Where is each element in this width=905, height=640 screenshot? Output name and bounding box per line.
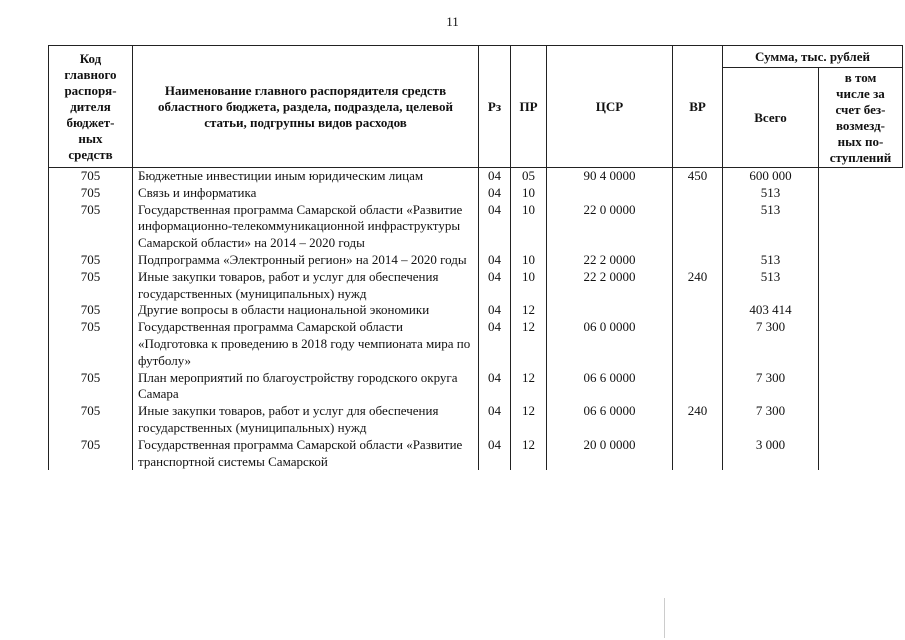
cell-rz: 04	[479, 437, 511, 471]
cell-csr: 22 2 0000	[547, 252, 673, 269]
cell-vr	[673, 319, 723, 369]
header-name: Наименование главного распорядителя средств областного бюджета, раздела, подраздела, целевой статьи, подгрупны видов расходов	[133, 46, 479, 168]
cell-total: 7 300	[723, 319, 819, 369]
cell-rz: 04	[479, 403, 511, 437]
budget-table	[48, 45, 903, 470]
cell-csr	[547, 302, 673, 319]
cell-extra	[819, 252, 903, 269]
header-pr: ПР	[511, 46, 547, 168]
cell-total: 3 000	[723, 437, 819, 471]
table-row	[49, 370, 903, 404]
cell-name: Другие вопросы в области национальной экономики	[133, 302, 479, 319]
cell-total: 403 414	[723, 302, 819, 319]
cell-csr: 22 0 0000	[547, 202, 673, 252]
cell-extra	[819, 168, 903, 185]
cell-code: 705	[49, 269, 133, 303]
cell-extra	[819, 319, 903, 369]
cell-csr: 22 2 0000	[547, 269, 673, 303]
table-row	[49, 437, 903, 471]
cell-vr: 450	[673, 168, 723, 185]
cell-vr	[673, 202, 723, 252]
cell-total: 7 300	[723, 370, 819, 404]
cell-rz: 04	[479, 185, 511, 202]
cell-rz: 04	[479, 370, 511, 404]
cell-rz: 04	[479, 319, 511, 369]
cell-pr: 05	[511, 168, 547, 185]
cell-rz: 04	[479, 202, 511, 252]
header-code: Код главного распоря-дителя бюджет-ных средств	[49, 46, 133, 168]
cell-code: 705	[49, 437, 133, 471]
cell-vr: 240	[673, 269, 723, 303]
cell-name: Подпрограмма «Электронный регион» на 2014 – 2020 годы	[133, 252, 479, 269]
cell-pr: 10	[511, 252, 547, 269]
cell-code: 705	[49, 185, 133, 202]
cell-pr: 12	[511, 302, 547, 319]
cell-rz: 04	[479, 302, 511, 319]
cell-name: Государственная программа Самарской области «Развитие информационно-телекоммуникационной инфраструктуры Самарской области» на 2014 – 2020 годы	[133, 202, 479, 252]
cell-vr	[673, 185, 723, 202]
cell-name: Бюджетные инвестиции иным юридическим лицам	[133, 168, 479, 185]
table-row	[49, 319, 903, 369]
cell-pr: 12	[511, 403, 547, 437]
table-row	[49, 202, 903, 252]
cell-pr: 10	[511, 185, 547, 202]
cell-total: 7 300	[723, 403, 819, 437]
cell-extra	[819, 302, 903, 319]
cell-pr: 12	[511, 319, 547, 369]
cell-extra	[819, 185, 903, 202]
table-row	[49, 403, 903, 437]
cell-name: Государственная программа Самарской области «Подготовка к проведению в 2018 году чемпионата мира по футболу»	[133, 319, 479, 369]
cell-code: 705	[49, 370, 133, 404]
cell-csr: 06 6 0000	[547, 403, 673, 437]
cell-csr: 20 0 0000	[547, 437, 673, 471]
cell-csr: 90 4 0000	[547, 168, 673, 185]
scan-artifact	[664, 598, 665, 638]
cell-pr: 12	[511, 370, 547, 404]
cell-extra	[819, 202, 903, 252]
cell-code: 705	[49, 319, 133, 369]
cell-vr	[673, 252, 723, 269]
cell-vr: 240	[673, 403, 723, 437]
cell-csr: 06 6 0000	[547, 370, 673, 404]
table-row	[49, 185, 903, 202]
cell-name: Государственная программа Самарской области «Развитие транспортной системы Самарской	[133, 437, 479, 471]
cell-extra	[819, 437, 903, 471]
cell-extra	[819, 269, 903, 303]
table-row	[49, 168, 903, 185]
header-csr: ЦСР	[547, 46, 673, 168]
cell-total: 600 000	[723, 168, 819, 185]
cell-code: 705	[49, 252, 133, 269]
cell-total: 513	[723, 185, 819, 202]
cell-code: 705	[49, 202, 133, 252]
cell-vr	[673, 437, 723, 471]
cell-name: План мероприятий по благоустройству городского округа Самара	[133, 370, 479, 404]
cell-rz: 04	[479, 252, 511, 269]
cell-total: 513	[723, 269, 819, 303]
cell-vr	[673, 302, 723, 319]
cell-pr: 10	[511, 269, 547, 303]
cell-name: Иные закупки товаров, работ и услуг для обеспечения государственных (муниципальных) нужд	[133, 403, 479, 437]
table-row	[49, 302, 903, 319]
cell-vr	[673, 370, 723, 404]
cell-code: 705	[49, 168, 133, 185]
cell-total: 513	[723, 252, 819, 269]
header-rz: Рз	[479, 46, 511, 168]
header-total: Всего	[723, 68, 819, 168]
cell-code: 705	[49, 302, 133, 319]
header-vr: ВР	[673, 46, 723, 168]
cell-pr: 10	[511, 202, 547, 252]
cell-name: Связь и информатика	[133, 185, 479, 202]
cell-name: Иные закупки товаров, работ и услуг для обеспечения государственных (муниципальных) нужд	[133, 269, 479, 303]
cell-code: 705	[49, 403, 133, 437]
cell-csr	[547, 185, 673, 202]
cell-rz: 04	[479, 168, 511, 185]
page-number: 11	[446, 14, 459, 29]
table-row	[49, 269, 903, 303]
cell-extra	[819, 403, 903, 437]
cell-extra	[819, 370, 903, 404]
cell-rz: 04	[479, 269, 511, 303]
table-row	[49, 252, 903, 269]
cell-total: 513	[723, 202, 819, 252]
header-incl: в том числе за счет без-возмезд-ных по-ступлений	[819, 68, 903, 168]
header-sum-group: Сумма, тыс. рублей	[723, 46, 903, 68]
cell-csr: 06 0 0000	[547, 319, 673, 369]
cell-pr: 12	[511, 437, 547, 471]
